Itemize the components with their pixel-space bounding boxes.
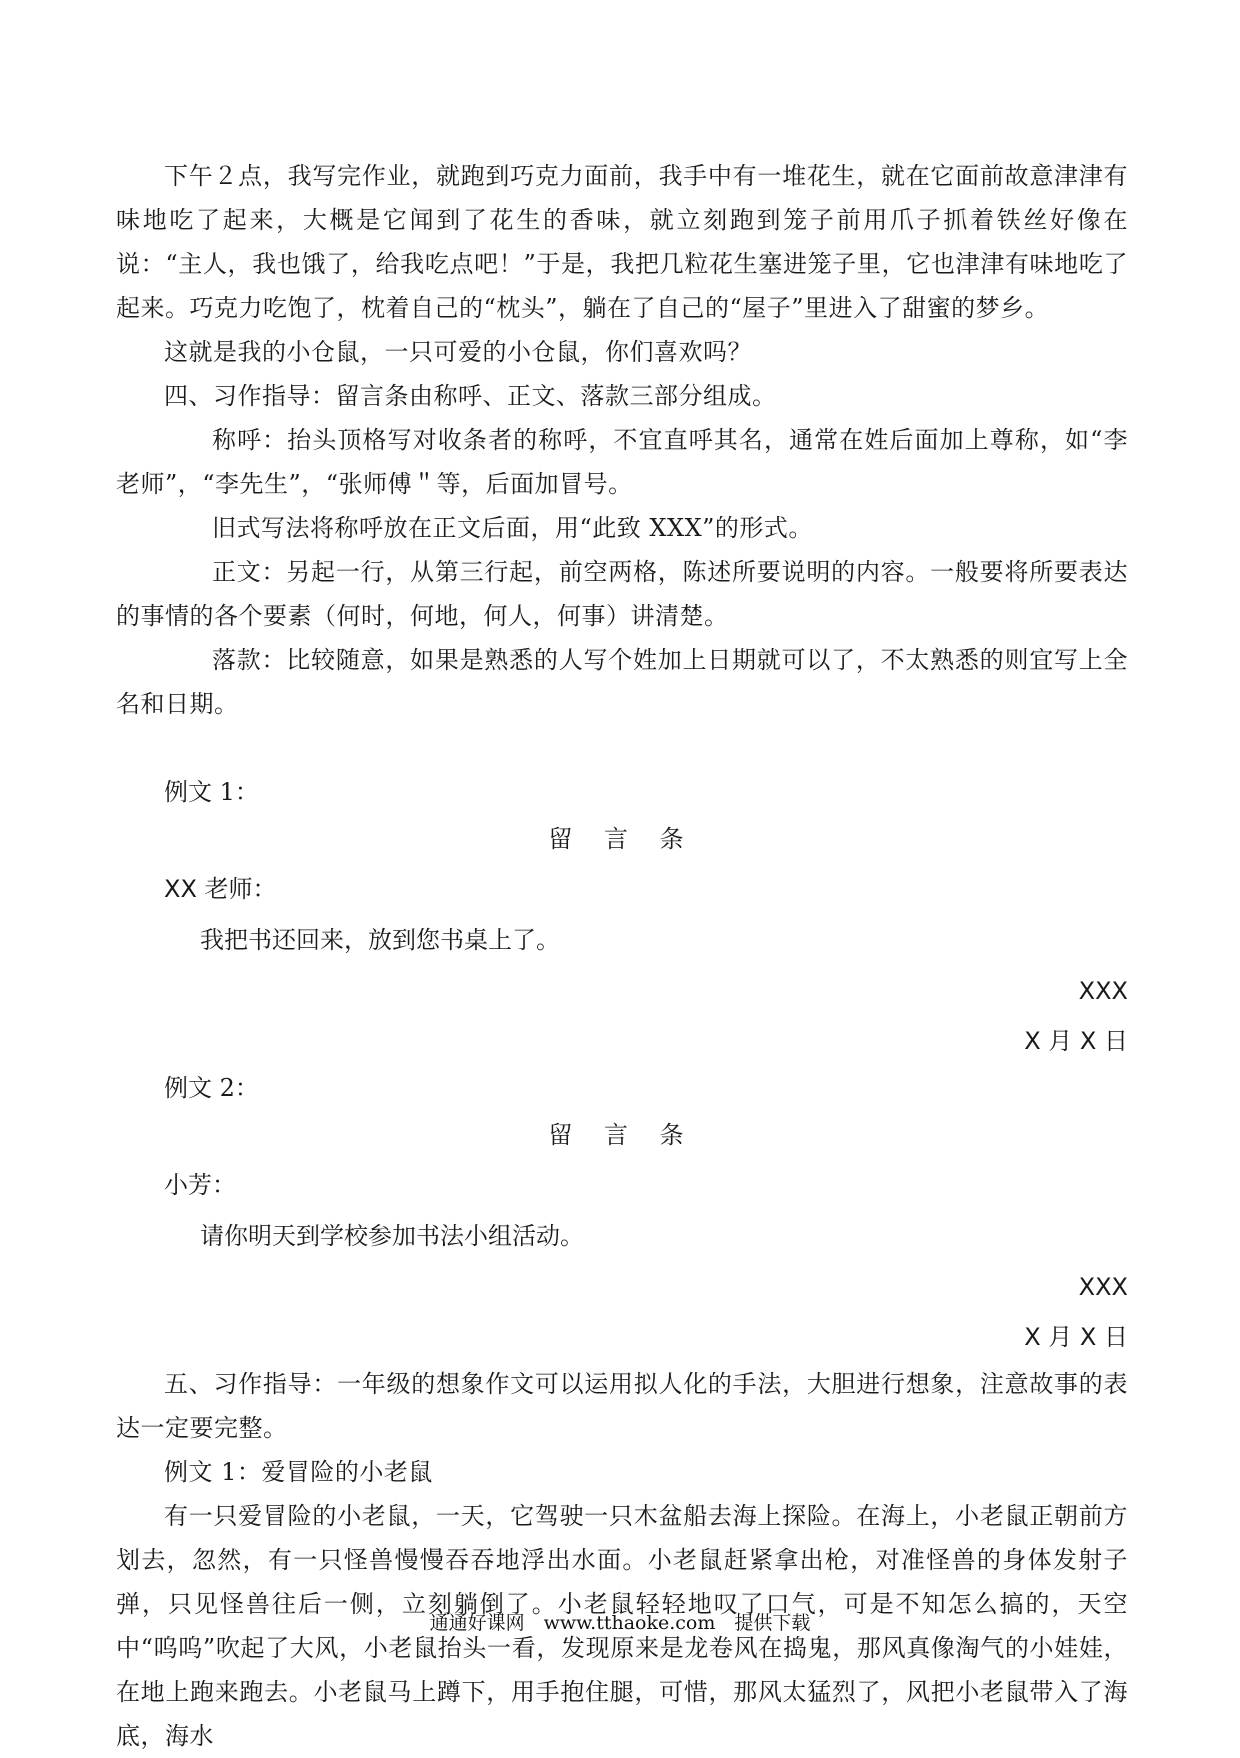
signature-rule: 落款：比较随意，如果是熟悉的人写个姓加上日期就可以了，不太熟悉的则宜写上全名和日期。	[116, 646, 1128, 718]
spacer	[116, 726, 1128, 770]
note-body: 请你明天到学校参加书法小组活动。	[200, 1222, 584, 1250]
section-five-example-title: 例文 1：爱冒险的小老鼠	[164, 1458, 433, 1486]
note-body: 我把书还回来，放到您书桌上了。	[200, 926, 560, 954]
note-date: X 月 X 日	[1024, 1027, 1128, 1055]
section-five-guidance: 五、习作指导：一年级的想象作文可以运用拟人化的手法，大胆进行想象，注意故事的表达一定要完整。	[116, 1370, 1128, 1442]
note-signer: XXX	[1078, 1273, 1128, 1301]
note-title: 留 言 条	[548, 1121, 696, 1149]
story-closing-line: 这就是我的小仓鼠，一只可爱的小仓鼠，你们喜欢吗？	[164, 338, 752, 366]
note-date: X 月 X 日	[1024, 1323, 1128, 1351]
body-rule: 正文：另起一行，从第三行起，前空两格，陈述所要说明的内容。一般要将所要表达的事情的各个要素（何时，何地，何人，何事）讲清楚。	[116, 558, 1128, 630]
example-note-1	[116, 770, 1128, 1066]
section-four-heading: 四、习作指导：留言条由称呼、正文、落款三部分组成。	[164, 382, 777, 410]
old-style-rule: 旧式写法将称呼放在正文后面，用“此致 XXX”的形式。	[212, 514, 813, 542]
example-note-2	[116, 1066, 1128, 1362]
salutation-rule: 称呼：抬头顶格写对收条者的称呼，不宜直呼其名，通常在姓后面加上尊称，如“李老师”，“李先生”，“张师傅＂等，后面加冒号。	[116, 426, 1128, 498]
note-salutation: 小芳：	[164, 1171, 236, 1199]
story-paragraph: 下午２点，我写完作业，就跑到巧克力面前，我手中有一堆花生，就在它面前故意津津有味地吃了起来，大概是它闻到了花生的香味，就立刻跑到笼子前用爪子抓着铁丝好像在说：“主人，我也饿了，给我吃点吧！”于是，我把几粒花生塞进笼子里，它也津津有味地吃了起来。巧克力吃饱了，枕着自己的“枕头”，躺在了自己的“屋子”里进入了甜蜜的梦乡。	[116, 162, 1128, 322]
note-signer: XXX	[1078, 977, 1128, 1005]
example-label: 例文 1：	[164, 778, 259, 806]
section-five-example-body: 有一只爱冒险的小老鼠，一天，它驾驶一只木盆船去海上探险。在海上，小老鼠正朝前方划去，忽然，有一只怪兽慢慢吞吞地浮出水面。小老鼠赶紧拿出枪，对准怪兽的身体发射子弹，只见怪兽往后一侧，立刻躺倒了。小老鼠轻轻地叹了口气，可是不知怎么搞的，天空中“呜呜”吹起了大风，小老鼠抬头一看，发现原来是龙卷风在捣鬼，那风真像淘气的小娃娃，在地上跑来跑去。小老鼠马上蹲下，用手抱住腿，可惜，那风太猛烈了，风把小老鼠带入了海底，海水	[116, 1502, 1128, 1750]
example-label: 例文 2：	[164, 1074, 259, 1102]
page-footer: 通通好课网 www.tthaoke.com 提供下载	[429, 1612, 811, 1634]
note-title: 留 言 条	[548, 825, 696, 853]
document-content	[116, 154, 1128, 1758]
note-salutation: XX 老师：	[164, 875, 277, 903]
